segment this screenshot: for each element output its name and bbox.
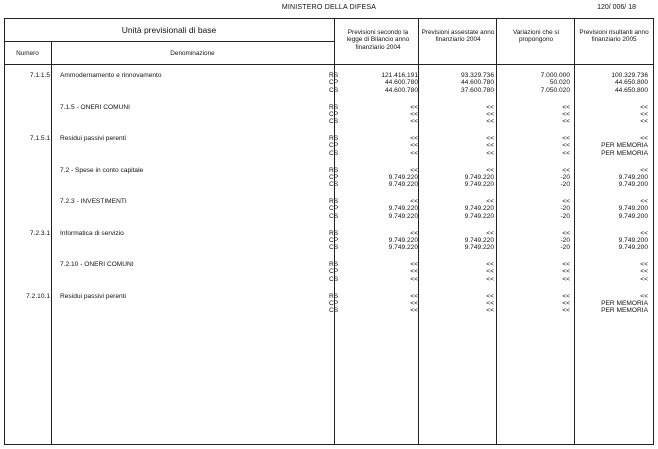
row-c4-line: << [640,268,648,276]
row-types-line: CS [329,86,339,94]
row-c2-line: << [486,261,494,268]
row-c4-line: 9.749.200 [618,244,648,252]
row-c2-line: << [486,110,494,118]
row-c4-line: << [640,198,648,205]
row-col3-values [494,198,570,220]
row-c3-line: << [562,268,570,276]
table-bottom-border [4,444,654,445]
row-col1-values [342,198,418,220]
row-col2-values [418,72,494,94]
row-types-line: CS [329,307,339,315]
row-c2-line: << [486,103,494,111]
header-bottom-divider [4,64,654,65]
row-c3-line: 50.020 [549,79,570,87]
row-c3-line: -20 [560,244,570,252]
row-c4-line: << [640,229,648,237]
row-c4-line: << [640,110,648,118]
row-c4-line: 44.650.800 [614,79,648,87]
row-types-line: CP [329,110,339,118]
row-c1-line: << [410,299,418,307]
row-col4-values [570,135,648,157]
row-c1-line: << [410,149,418,157]
row-denominazione: 7.1.5 - ONERI COMUNI [60,103,130,111]
row-c1-line: << [410,275,418,283]
row-c2-line: << [486,198,494,205]
row-col2-values [418,198,494,220]
row-c1-line: 9.749.220 [388,181,418,189]
row-c3-line: -20 [560,173,570,181]
row-types-line: RS [329,166,339,174]
row-c3-line: -20 [560,236,570,244]
row-col4-values [570,261,648,283]
row-c4-line: 44.650.800 [614,86,648,94]
row-c1-line: << [410,166,418,174]
row-c1-line: << [410,103,418,111]
row-c2-line: 9.749.220 [464,173,494,181]
row-c1-line: << [410,229,418,237]
row-types-line: CP [329,205,339,213]
row-c3-line: << [562,307,570,315]
row-types-line: RS [329,261,339,268]
row-c1-line: << [410,142,418,150]
row-c4-line: PER MEMORIA [601,149,648,157]
row-col3-values [494,293,570,315]
row-c3-line: << [562,299,570,307]
row-col4-values [570,230,648,252]
row-c4-line: << [640,275,648,283]
row-code: 7.1.5.1 [29,135,50,142]
table-right-border [653,18,654,445]
row-c1-line: 9.749.220 [388,173,418,181]
row-col4-values [570,104,648,126]
row-denominazione: Informatica di servizio [60,229,124,237]
row-c3-line: << [562,198,570,205]
row-types-line: CP [329,142,339,150]
row-types-line: RS [329,198,339,205]
row-c1-line: 121.416.191 [381,72,418,79]
row-col4-values [570,198,648,220]
ministry-title: MINISTERO DELLA DIFESA [281,4,377,11]
row-c4-line: 100.329.736 [611,72,648,79]
row-c1-line: << [410,261,418,268]
row-c3-line: 7.050.020 [540,86,570,94]
row-c4-line: PER MEMORIA [601,307,648,315]
row-types-line: CP [329,268,339,276]
row-types-line: RS [329,72,339,79]
row-col1-values [342,135,418,157]
row-col3-values [494,72,570,94]
row-types-line: CS [329,212,339,220]
row-col3-values [494,230,570,252]
col1-header: Previsioni secondo la legge di Bilancio anno finanziario 2004 [346,29,410,51]
row-c3-line: 7.000.000 [540,72,570,79]
row-col2-values [418,230,494,252]
row-c2-line: << [486,166,494,174]
row-c1-line: << [410,110,418,118]
row-code: 7.1.1.5 [29,72,50,79]
row-denominazione: Residui passivi perenti [60,292,126,300]
row-types-line: CS [329,181,339,189]
row-c4-line: << [640,103,648,111]
row-col1-values [342,293,418,315]
row-c4-line: << [640,292,648,300]
row-c4-line: << [640,118,648,126]
row-c4-line: << [640,261,648,268]
row-col1-values [342,104,418,126]
row-col4-values [570,293,648,315]
row-c2-line: << [486,149,494,157]
row-col2-values [418,104,494,126]
row-c3-line: << [562,135,570,142]
row-c2-line: << [486,142,494,150]
row-c2-line: 9.749.220 [464,236,494,244]
row-c3-line: << [562,166,570,174]
group-title-divider [4,41,334,42]
row-c3-line: << [562,229,570,237]
row-c3-line: << [562,149,570,157]
row-denominazione: Ammodernamento e rinnovamento [60,72,162,79]
row-c3-line: << [562,292,570,300]
row-c4-line: PER MEMORIA [601,299,648,307]
row-c1-line: 44.600.780 [384,86,418,94]
row-denominazione: 7.2.3 - INVESTIMENTI [60,198,127,205]
row-c4-line: PER MEMORIA [601,142,648,150]
row-denominazione: Residui passivi perenti [60,135,126,142]
row-c2-line: 9.749.220 [464,244,494,252]
row-code: 7.2.3.1 [29,229,50,237]
row-types-line: CS [329,275,339,283]
row-types-line: CP [329,79,339,87]
row-c2-line: << [486,307,494,315]
row-c1-line: << [410,292,418,300]
row-c4-line: 9.749.200 [618,181,648,189]
row-c1-line: << [410,118,418,126]
row-col3-values [494,135,570,157]
page-reference: 120/ 006/ 18 [597,4,636,11]
row-c2-line: 93.329.736 [460,72,494,79]
row-col1-values [342,72,418,94]
row-c3-line: -20 [560,205,570,213]
row-col2-values [418,261,494,283]
row-c4-line: << [640,166,648,174]
row-col2-values [418,167,494,189]
row-c2-line: << [486,268,494,276]
col2-header: Previsioni assestate anno finanziario 2004 [421,29,495,44]
row-col1-values [342,230,418,252]
group-title: Unità previsionali di base [121,25,217,35]
row-c1-line: 9.749.220 [388,236,418,244]
row-col3-values [494,261,570,283]
row-c2-line: 44.600.780 [460,79,494,87]
row-c3-line: -20 [560,181,570,189]
row-c3-line: << [562,261,570,268]
row-col4-values [570,72,648,94]
row-c2-line: 9.749.220 [464,212,494,220]
row-c2-line: 9.749.220 [464,181,494,189]
numero-header: Numero [16,50,39,57]
row-c2-line: << [486,299,494,307]
row-types-line: RS [329,292,339,300]
row-types-line: CP [329,173,339,181]
row-c1-line: << [410,268,418,276]
row-c2-line: << [486,275,494,283]
row-c2-line: << [486,118,494,126]
row-col3-values [494,167,570,189]
row-col2-values [418,135,494,157]
row-col4-values [570,167,648,189]
denominazione-header: Denominazione [170,50,215,57]
row-c1-line: 9.749.220 [388,244,418,252]
row-c4-line: 9.749.200 [618,212,648,220]
row-c1-line: << [410,135,418,142]
row-c4-line: 9.749.200 [618,236,648,244]
row-c3-line: << [562,118,570,126]
col-divider-numero [51,41,52,445]
row-c1-line: 44.600.780 [384,79,418,87]
row-denominazione: 7.2.10 - ONERI COMUNI [60,261,134,268]
row-c4-line: 9.749.200 [618,173,648,181]
row-types-line: RS [329,103,339,111]
row-c3-line: << [562,275,570,283]
row-c2-line: << [486,229,494,237]
row-c1-line: 9.749.220 [388,212,418,220]
row-types-line: CP [329,299,339,307]
row-c2-line: 37.600.780 [460,86,494,94]
row-denominazione: 7.2 - Spese in conto capitale [60,166,144,174]
row-c3-line: << [562,110,570,118]
col4-header: Previsioni risultanti anno finanziario 2005 [579,29,649,44]
row-c4-line: 9.749.200 [618,205,648,213]
row-c2-line: << [486,135,494,142]
row-types-line: CS [329,118,339,126]
row-types-line: CP [329,236,339,244]
row-c3-line: -20 [560,212,570,220]
col3-header: Variazioni che si propongono [512,29,560,44]
row-c4-line: << [640,135,648,142]
row-col3-values [494,104,570,126]
row-c3-line: << [562,103,570,111]
row-c1-line: << [410,307,418,315]
row-c2-line: 9.749.220 [464,205,494,213]
row-types-line: RS [329,229,339,237]
row-code: 7.2.10.1 [26,292,50,300]
row-c1-line: << [410,198,418,205]
row-types-line: CS [329,149,339,157]
row-col2-values [418,293,494,315]
row-c3-line: << [562,142,570,150]
row-col1-values [342,261,418,283]
row-types-line: RS [329,135,339,142]
row-types-line: CS [329,244,339,252]
row-c1-line: 9.749.220 [388,205,418,213]
row-c2-line: << [486,292,494,300]
row-col1-values [342,167,418,189]
table-top-border [4,18,654,19]
